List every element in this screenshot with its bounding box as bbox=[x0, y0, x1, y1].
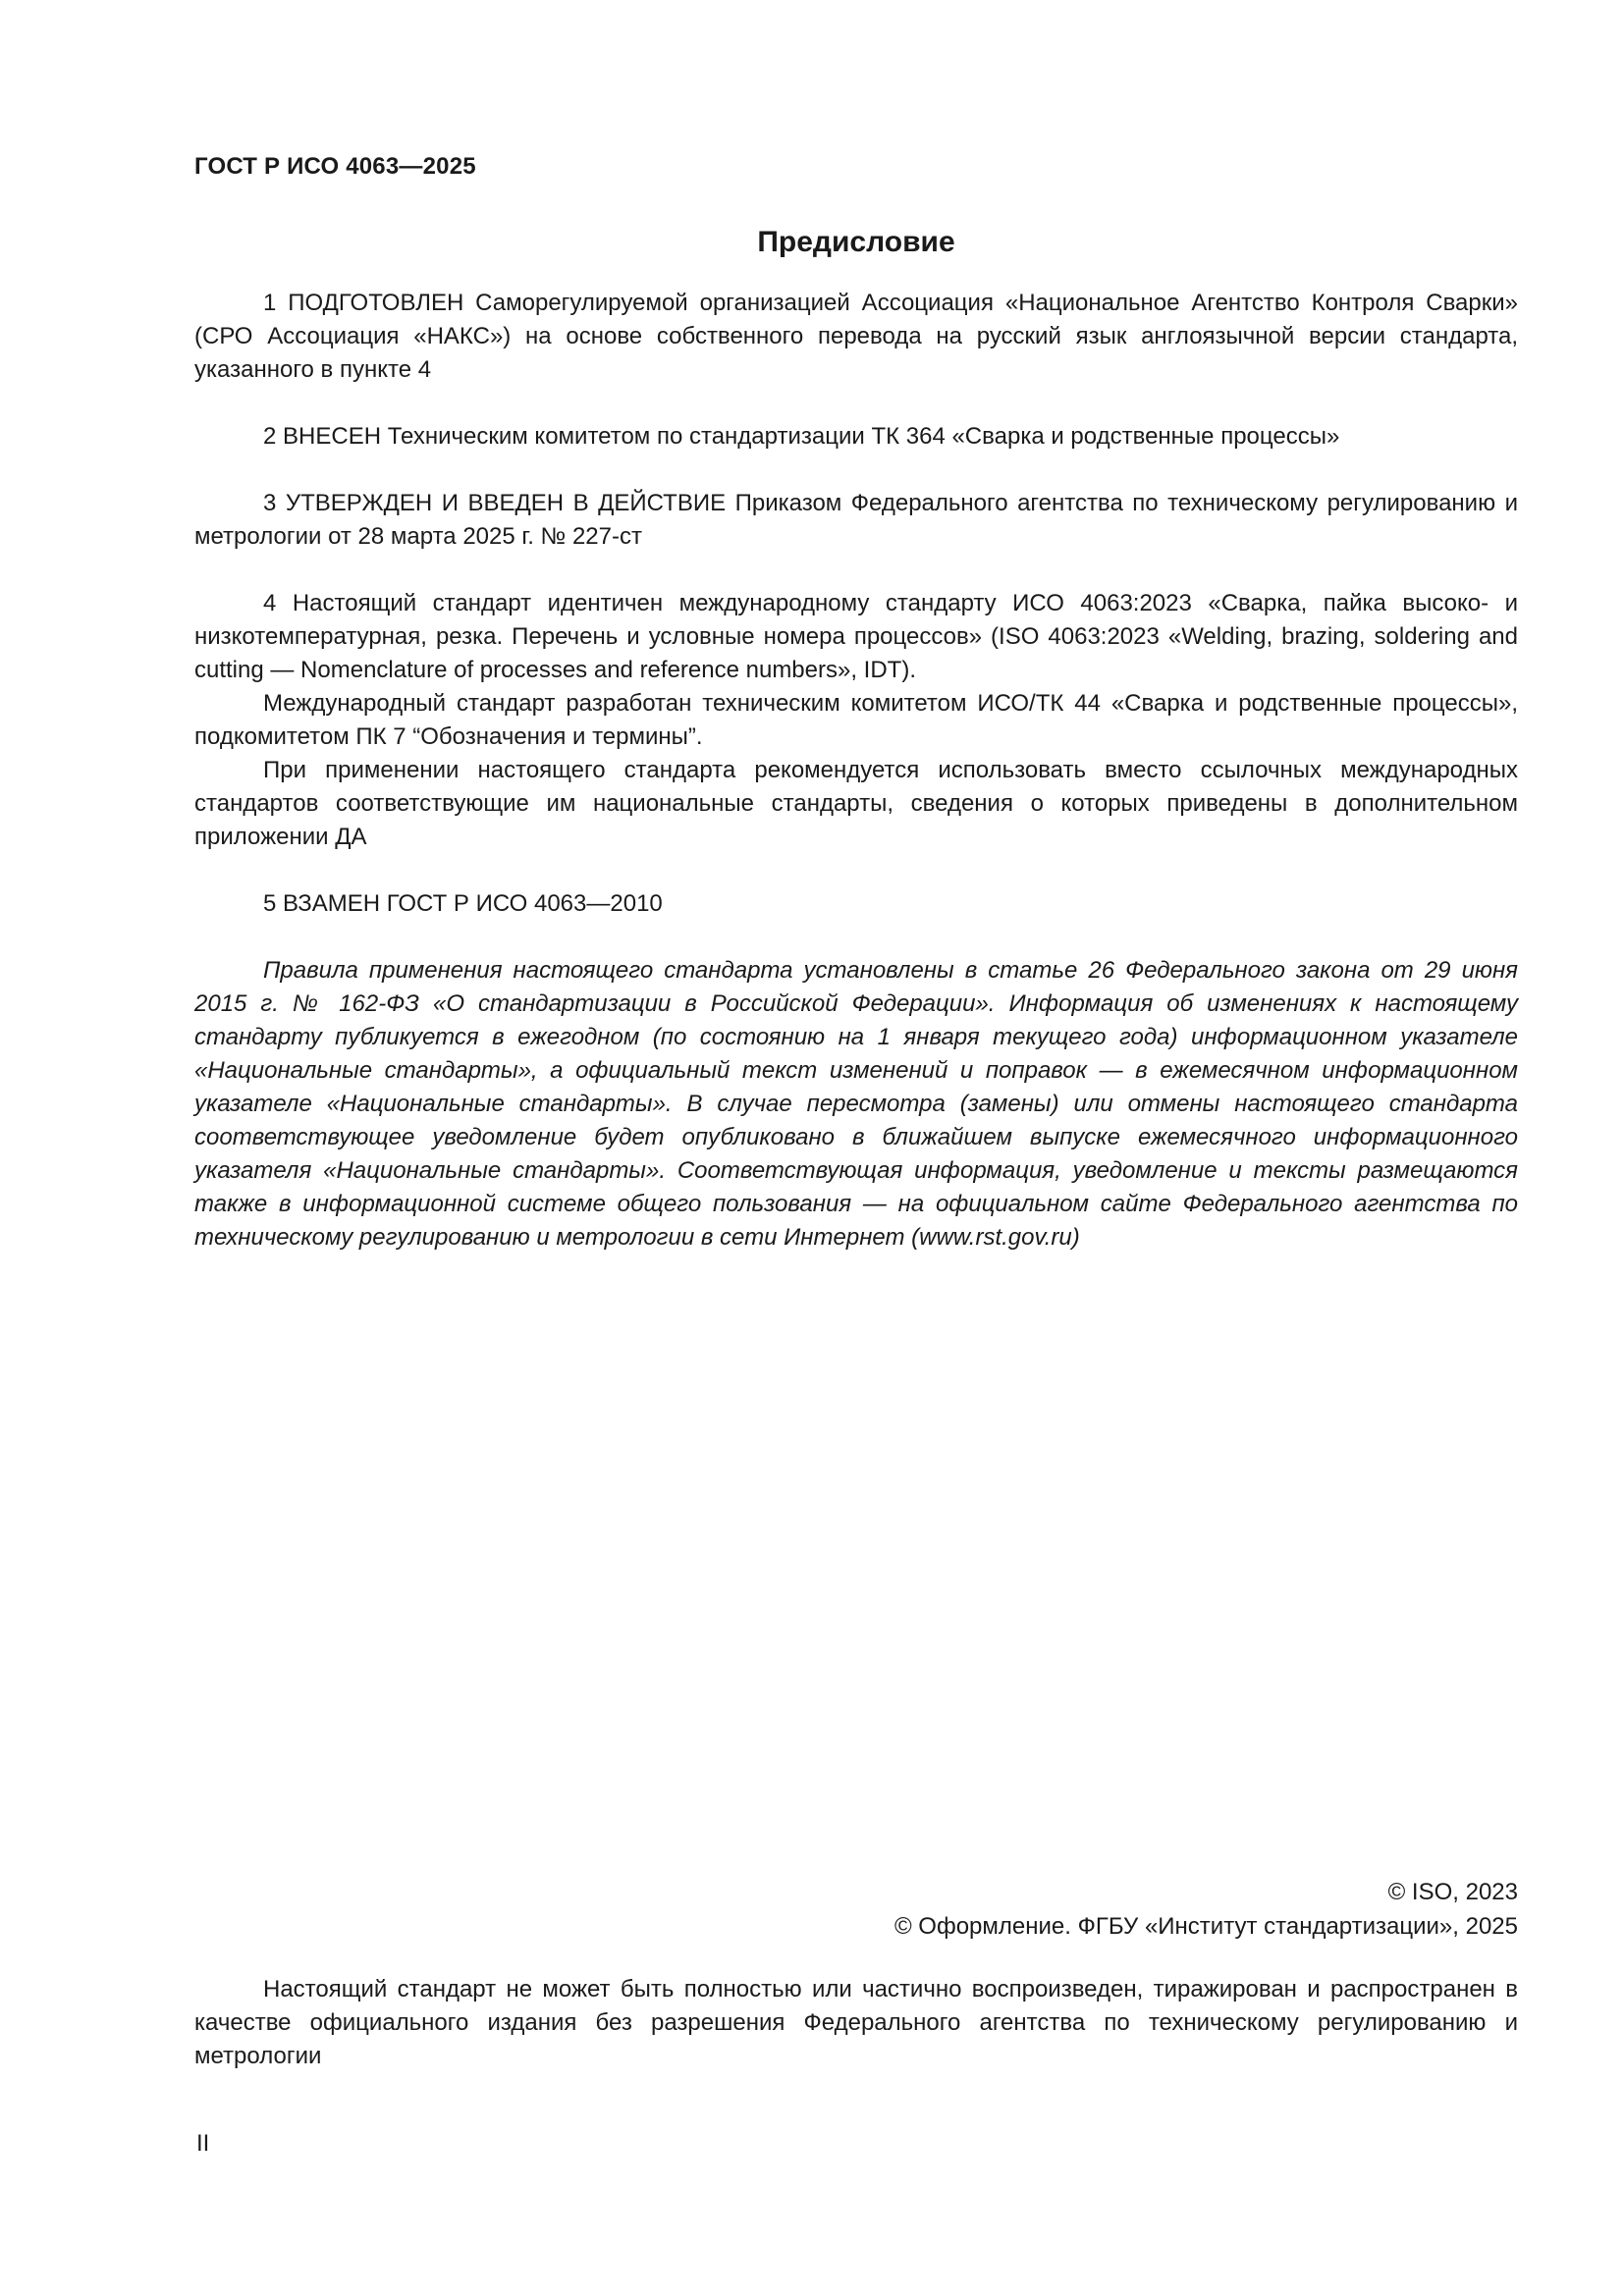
reproduction-notice bbox=[194, 1973, 1518, 2073]
item-4-developer: Международный стандарт разработан техническим комитетом ИСО/ТК 44 «Сварка и родственные процессы», подкомитетом ПК 7 “Обозначения и термины”. bbox=[194, 690, 1518, 750]
section-title: Предисловие bbox=[757, 226, 955, 258]
item-2-submitted: 2 ВНЕСЕН Техническим комитетом по стандартизации ТК 364 «Сварка и родственные процессы» bbox=[263, 423, 1340, 450]
item-5-replaces: 5 ВЗАМЕН ГОСТ Р ИСО 4063—2010 bbox=[263, 890, 663, 917]
item-4-references: При применении настоящего стандарта рекомендуется использовать вместо ссылочных международных стандартов соответствующие им национальные стандарты, сведения о которых приведены в дополнительном приложении ДА bbox=[194, 757, 1518, 850]
item-4-identical: 4 Настоящий стандарт идентичен международному стандарту ИСО 4063:2023 «Сварка, пайка высоко- и низкотемпературная, резка. Перечень и условные номера процессов» (ISO 4063:2023 «Welding, brazing, soldering and cutting — Nomenclature of processes and reference numbers», IDT). bbox=[194, 590, 1518, 683]
copyright-block bbox=[894, 1875, 1518, 1944]
reproduction-notice-text: Настоящий стандарт не может быть полностью или частично воспроизведен, тиражирован и распространен в качестве официального издания без разрешения Федерального агентства по техническому регулированию и метрологии bbox=[194, 1976, 1518, 2069]
foreword-body bbox=[194, 287, 1518, 1255]
copyright-design: © Оформление. ФГБУ «Институт стандартизации», 2025 bbox=[893, 1913, 1518, 1940]
document-id-header: ГОСТ Р ИСО 4063—2025 bbox=[194, 153, 476, 180]
item-1-prepared: 1 ПОДГОТОВЛЕН Саморегулируемой организацией Ассоциация «Национальное Агентство Контроля Сварки» (СРО Ассоциация «НАКС») на основе собственного перевода на русский язык англоязычной версии стандарта, указанного в пункте 4 bbox=[194, 290, 1518, 383]
item-3-approved: 3 УТВЕРЖДЕН И ВВЕДЕН В ДЕЙСТВИЕ Приказом Федерального агентства по техническому регулированию и метрологии от 28 марта 2025 г. № 227-ст bbox=[194, 490, 1518, 550]
application-rules-notice: Правила применения настоящего стандарта установлены в статье 26 Федерального закона от 29 июня 2015 г. № 162-ФЗ «О стандартизации в Российской Федерации». Информация об изменениях к настоящему стандарту публикуется в ежегодном (по состоянию на 1 января текущего года) информационном указателе «Национальные стандарты», а официальный текст изменений и поправок — в ежемесячном информационном указателе «Национальные стандарты». В случае пересмотра (замены) или отмены настоящего стандарта соответствующее уведомление будет опубликовано в ближайшем выпуске ежемесячного информационного указателя «Национальные стандарты». Соответствующая информация, уведомление и тексты размещаются также в информационной системе общего пользования — на официальном сайте Федерального агентства по техническому регулированию и метрологии в сети Интернет (www.rst.gov.ru) bbox=[194, 957, 1518, 1251]
copyright-iso: © ISO, 2023 bbox=[1387, 1879, 1518, 1905]
page-number: II bbox=[196, 2130, 210, 2157]
